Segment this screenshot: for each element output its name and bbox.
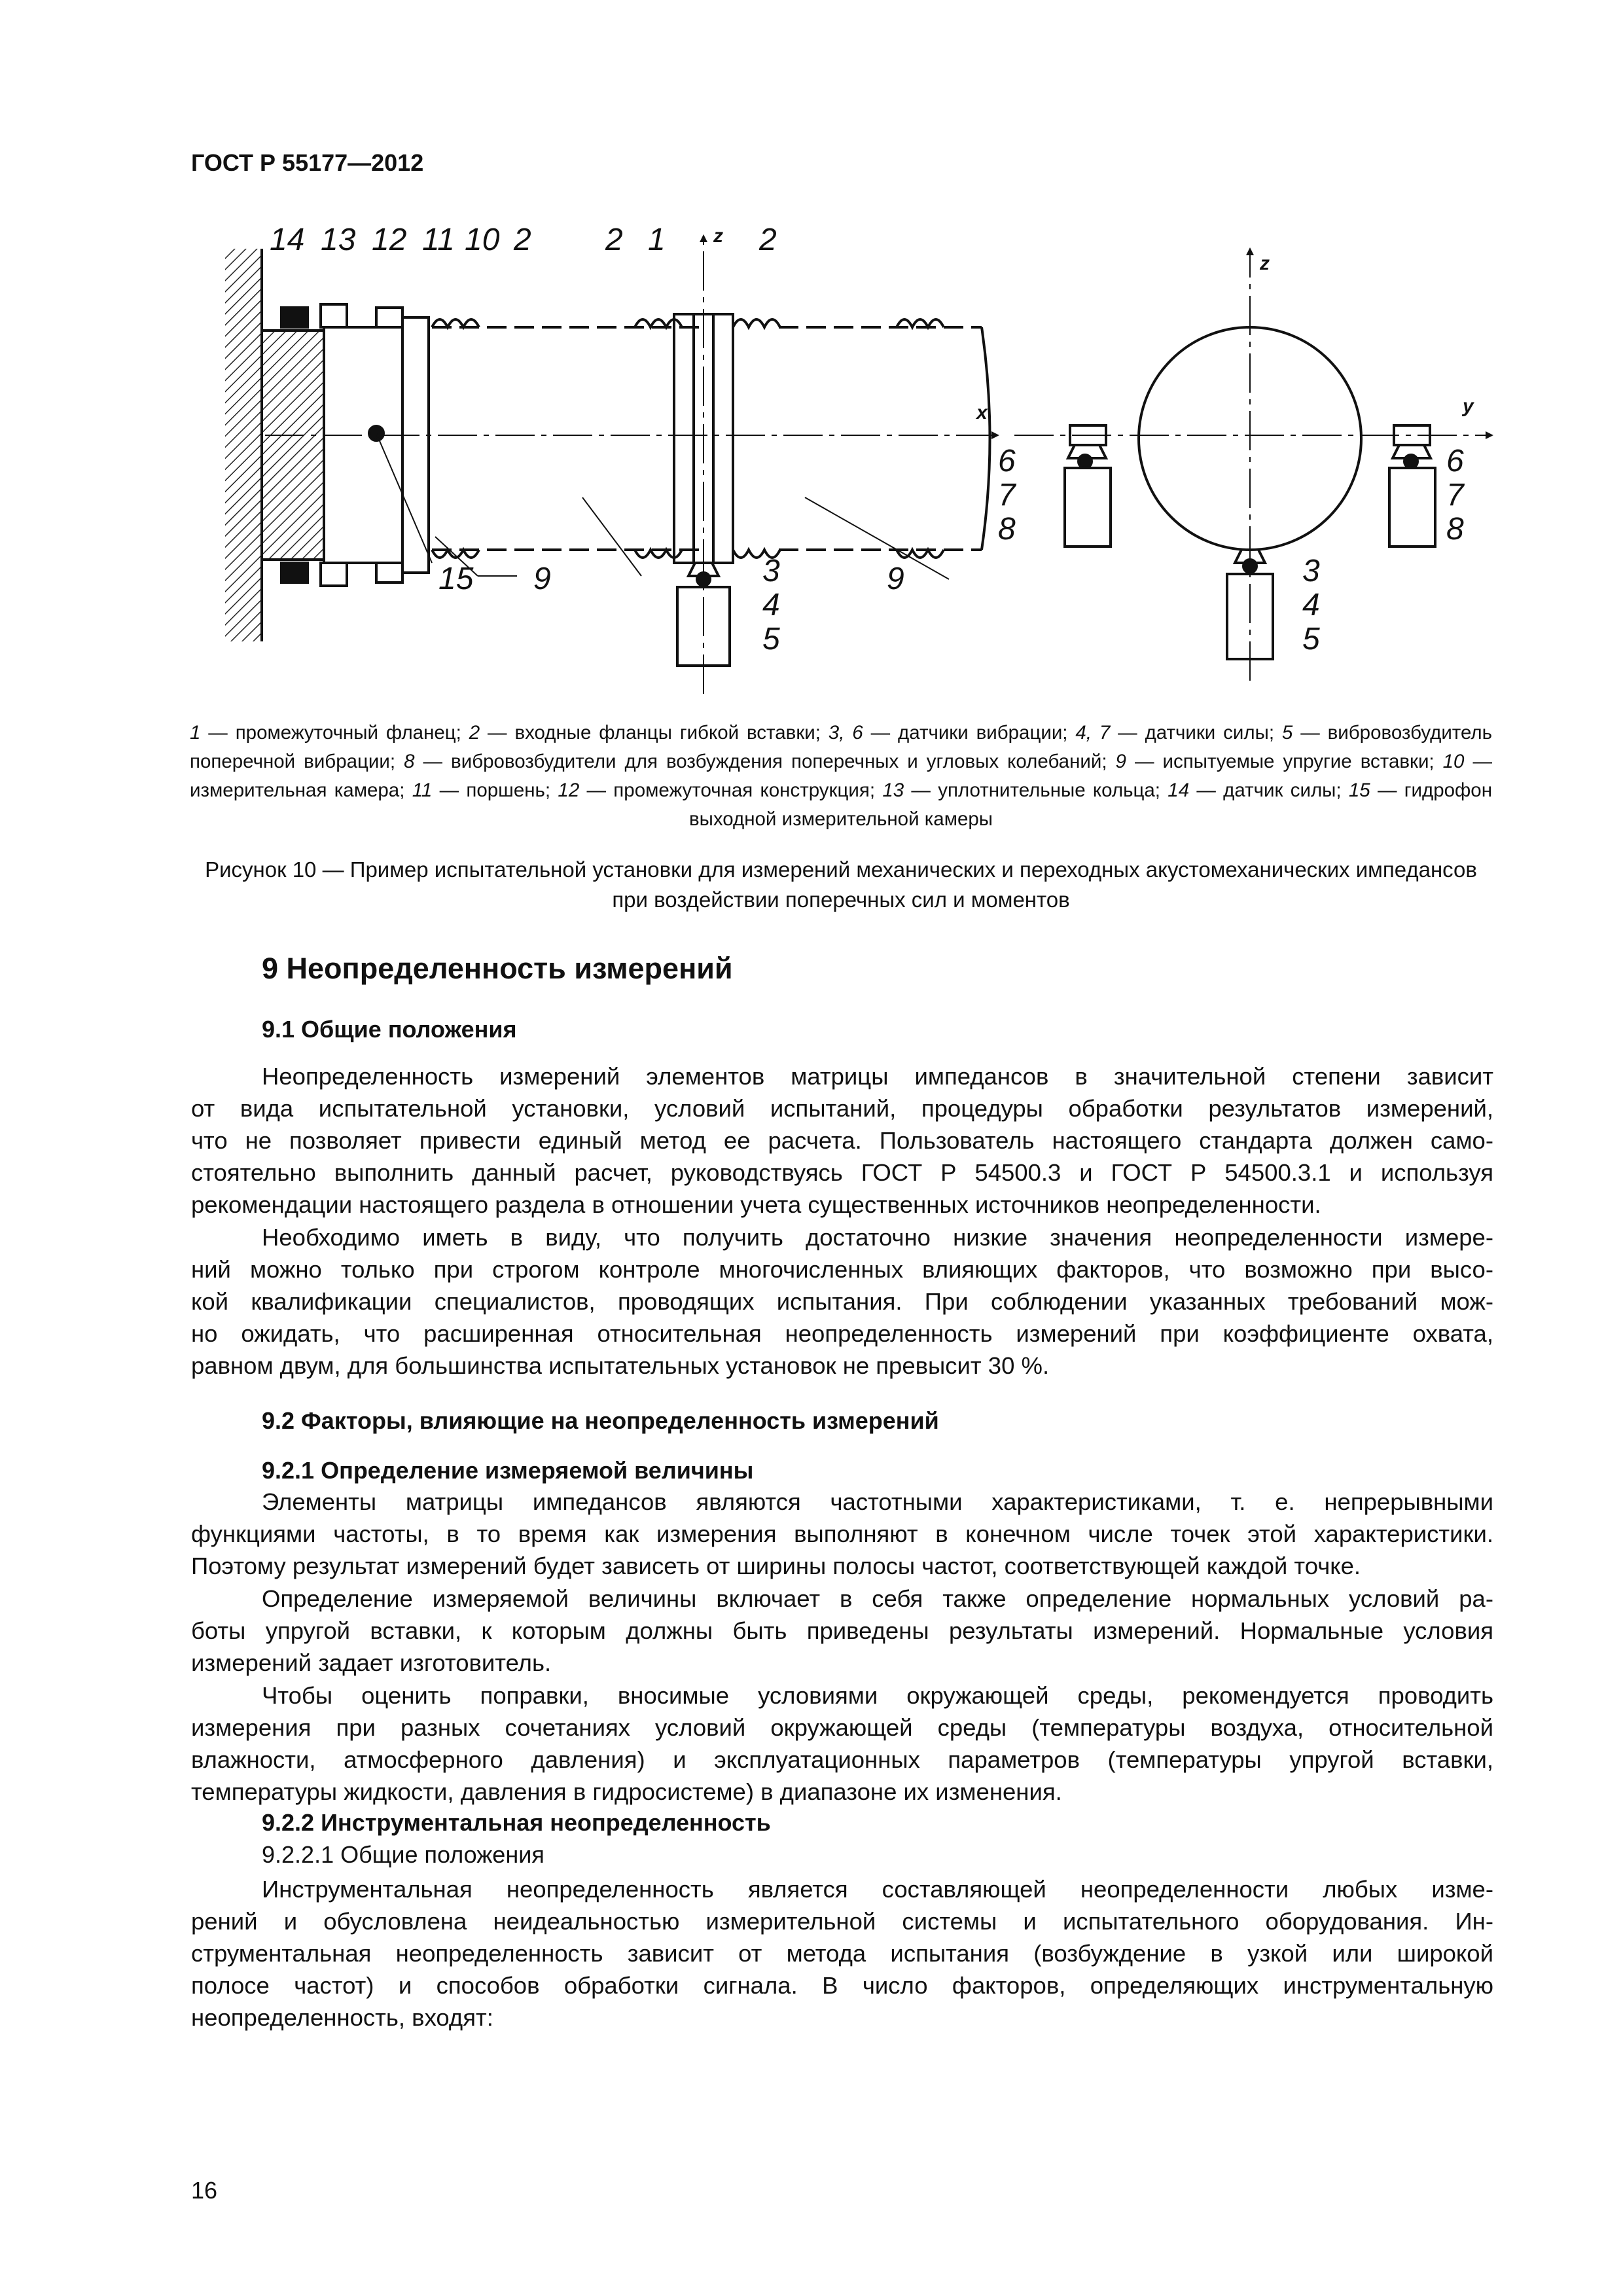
legend-text: — датчик силы; — [1189, 780, 1349, 801]
fig-label: 2 — [605, 223, 623, 257]
text-line: рекомендации настоящего раздела в отношении учета существенных источников неопределенности. — [191, 1191, 1321, 1218]
text-line: от вида испытательной установки, условий испытаний, процедуры обработки результатов измерений, — [191, 1095, 1493, 1122]
fig-label: 7 — [998, 478, 1016, 512]
figure-10-diagram — [216, 223, 1512, 694]
legend-number: 8 — [404, 751, 415, 772]
subsection-9-2-title: 9.2 Факторы, влияющие на неопределенность измерений — [262, 1407, 939, 1434]
legend-item — [829, 722, 1076, 744]
shaker-right-2 — [1389, 468, 1435, 547]
legend-text: — измерительная камера; — [190, 751, 1492, 801]
fig-label: 1 — [648, 223, 666, 257]
fig-label: 9 — [533, 562, 551, 596]
legend-text: — поршень; — [432, 780, 558, 801]
fig-label: 13 — [321, 223, 356, 257]
paragraph-9-2-1-c — [191, 1679, 1493, 1808]
axis-x-label: x — [976, 402, 988, 423]
text-line: Инструментальная неопределенность является составляющей неопределенности любых изме- — [262, 1876, 1493, 1903]
legend-item — [404, 751, 1115, 772]
figure-legend — [190, 719, 1492, 834]
text-line: рений и обусловлена неидеальностью измерительной системы и испытательного оборудования. Ин- — [191, 1908, 1493, 1935]
fig-label: 5 — [1302, 622, 1320, 656]
fig-label: 3 — [1302, 554, 1320, 588]
subsection-9-2-1-title: 9.2.1 Определение измеряемой величины — [262, 1457, 754, 1484]
legend-item — [1075, 722, 1282, 744]
fig-label: 8 — [998, 512, 1016, 547]
section-title: 9 Неопределенность измерений — [262, 952, 733, 985]
text-line: полосе частот) и способов обработки сигнала. В число факторов, определяющих инструментальную — [191, 1972, 1493, 1999]
legend-item — [558, 780, 882, 801]
measurement-chamber — [324, 327, 402, 563]
flange-block — [262, 331, 324, 560]
wall-hatch — [225, 249, 262, 641]
legend-number: 12 — [558, 780, 580, 801]
text-line: Элементы матрицы импедансов являются частотными характеристиками, т. е. непрерывными — [262, 1488, 1493, 1515]
text-line: Определение измеряемой величины включает в себя также определение нормальных условий ра- — [262, 1585, 1493, 1612]
legend-item — [882, 780, 1168, 801]
axis-y-label: y — [1463, 395, 1474, 417]
text-line: кой квалификации специалистов, проводящих испытания. При соблюдении указанных требований мож- — [191, 1288, 1493, 1315]
text-line: Чтобы оценить поправки, вносимые условиями окружающей среды, рекомендуется проводить — [262, 1682, 1493, 1709]
text-line: ний можно только при строгом контроле многочисленных влияющих факторов, что возможно при высо- — [191, 1256, 1493, 1283]
legend-text: — промежуточный фланец; — [200, 722, 469, 744]
fig-label: 10 — [465, 223, 500, 257]
text-line: боты упругой вставки, к которым должны быть приведены результаты измерений. Нормальные условия — [191, 1617, 1493, 1644]
text-line: измерения при разных сочетаниях условий окружающей среды (температуры воздуха, относительной — [191, 1714, 1493, 1741]
legend-number: 13 — [882, 780, 904, 801]
text-line: стоятельно выполнить данный расчет, руководствуясь ГОСТ Р 54500.3 и ГОСТ Р 54500.3.1 и используя — [191, 1159, 1493, 1186]
fig-label: 6 — [998, 444, 1016, 478]
axis-z-label: z — [713, 225, 723, 247]
paragraph-9-2-1-b — [191, 1583, 1493, 1679]
fig-label: 2 — [514, 223, 531, 257]
legend-text: — промежуточная конструкция; — [579, 780, 883, 801]
text-line: струментальная неопределенность зависит от метода испытания (возбуждение в узкой или широкой — [191, 1940, 1493, 1967]
fig-label: 7 — [1446, 478, 1464, 512]
paragraph-9-1-b — [191, 1221, 1493, 1382]
fig-label: 14 — [270, 223, 305, 257]
legend-number: 5 — [1281, 722, 1293, 744]
legend-item — [412, 780, 558, 801]
fig-label: 4 — [1302, 588, 1320, 622]
text-line: неопределенность, входят: — [191, 2004, 493, 2031]
legend-text: — испытуемые упругие вставки; — [1126, 751, 1443, 772]
fig-label: 11 — [422, 223, 455, 257]
axis-z-label-right: z — [1260, 253, 1270, 274]
fig-label: 9 — [887, 562, 904, 596]
legend-number: 3, 6 — [828, 722, 863, 744]
legend-item — [190, 722, 469, 744]
text-line: влажности, атмосферного давления) и эксплуатационных параметров (температуры упругой вставки, — [191, 1746, 1493, 1773]
fig-label: 4 — [762, 588, 780, 622]
fig-label: 5 — [762, 622, 780, 656]
figure-caption: Рисунок 10 — Пример испытательной установки для измерений механических и переходных акустомеханических импедансов при воздействии поперечных сил и моментов — [205, 857, 1477, 912]
text-line: равном двум, для большинства испытательных установок не превысит 30 %. — [191, 1352, 1050, 1379]
legend-number: 15 — [1348, 780, 1370, 801]
legend-text: — вибровозбудитель поперечной вибрации; — [190, 722, 1492, 772]
text-line: но ожидать, что расширенная относительная неопределенность измерений при коэффициенте охвата, — [191, 1320, 1493, 1347]
legend-text: — датчики вибрации; — [863, 722, 1076, 744]
text-line: что не позволяет привести единый метод ее расчета. Пользователь настоящего стандарта должен само- — [191, 1127, 1493, 1154]
fig-label: 8 — [1446, 512, 1464, 547]
paragraph-9-2-1-a — [191, 1486, 1493, 1582]
page-number: 16 — [191, 2177, 218, 2204]
legend-number: 2 — [469, 722, 480, 744]
legend-number: 9 — [1115, 751, 1126, 772]
text-line: Поэтому результат измерений будет зависеть от ширины полосы частот, соответствующей каждой точке. — [191, 1552, 1361, 1579]
legend-number: 4, 7 — [1075, 722, 1111, 744]
subsection-9-2-2-1-title: 9.2.2.1 Общие положения — [262, 1841, 544, 1868]
legend-text: — уплотнительные кольца; — [904, 780, 1168, 801]
subsection-9-1-title: 9.1 Общие положения — [262, 1016, 517, 1043]
legend-number: 1 — [190, 722, 201, 744]
subsection-9-2-2-title: 9.2.2 Инструментальная неопределенность — [262, 1809, 771, 1836]
legend-text: — датчики силы; — [1110, 722, 1282, 744]
shaker-right-1 — [1065, 468, 1111, 547]
text-line: температуры жидкости, давления в гидросистеме) в диапазоне их изменения. — [191, 1778, 1062, 1805]
fig-label: 6 — [1446, 444, 1464, 478]
paragraph-9-2-2-1 — [191, 1873, 1493, 2034]
paragraph-9-1-a — [191, 1060, 1493, 1221]
legend-item — [1116, 751, 1443, 772]
legend-text: — гидрофон выходной измерительной камеры — [688, 780, 1492, 830]
legend-text: — вибровозбудители для возбуждения поперечных и угловых колебаний; — [414, 751, 1116, 772]
legend-number: 14 — [1168, 780, 1190, 801]
fig-label: 3 — [762, 554, 780, 588]
legend-text: — входные фланцы гибкой вставки; — [480, 722, 829, 744]
fig-label: 12 — [372, 223, 407, 257]
legend-item — [1168, 780, 1349, 801]
legend-number: 10 — [1442, 751, 1465, 772]
fig-label: 2 — [759, 223, 777, 257]
document-code: ГОСТ Р 55177—2012 — [191, 149, 424, 176]
text-line: измерений задает изготовитель. — [191, 1649, 552, 1676]
legend-number: 11 — [412, 780, 433, 801]
text-line: Неопределенность измерений элементов матрицы импедансов в значительной степени зависит — [262, 1063, 1493, 1090]
text-line: Необходимо иметь в виду, что получить достаточно низкие значения неопределенности измере- — [262, 1224, 1493, 1251]
legend-item — [469, 722, 829, 744]
fig-label: 15 — [438, 562, 474, 596]
text-line: функциями частоты, в то время как измерения выполняют в конечном числе точек этой характеристики. — [191, 1520, 1493, 1547]
